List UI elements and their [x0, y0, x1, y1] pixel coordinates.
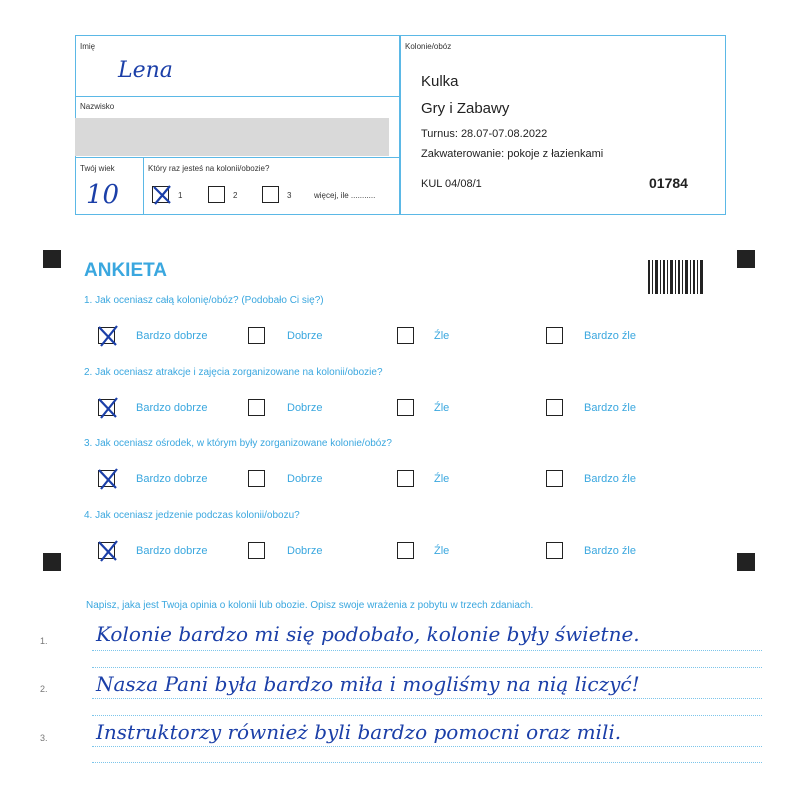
turnus: Turnus: 28.07-07.08.2022 [421, 128, 548, 140]
check-mark-icon [96, 324, 120, 348]
q1-label-good: Dobrze [287, 330, 323, 342]
q3-checkbox-very-good[interactable] [98, 470, 115, 487]
q3-label-very-good: Bardzo dobrze [136, 473, 208, 485]
q2-checkbox-very-good[interactable] [98, 399, 115, 416]
q2-label-bad: Źle [434, 402, 450, 414]
q3-label-good: Dobrze [287, 473, 323, 485]
visit-option-more: więcej, ile ........... [314, 191, 376, 200]
line-number-1: 1. [40, 636, 48, 646]
name-value: Lena [118, 58, 173, 83]
q4-checkbox-very-bad[interactable] [546, 542, 563, 559]
q2-label-very-bad: Bardzo źle [584, 402, 636, 414]
age-divider [143, 157, 144, 214]
surname-label: Nazwisko [80, 102, 115, 111]
visit-option-1: 1 [178, 191, 183, 200]
q4-label-very-bad: Bardzo źle [584, 545, 636, 557]
visit-option-3: 3 [287, 191, 292, 200]
q3-label-bad: Źle [434, 473, 450, 485]
q1-checkbox-good[interactable] [248, 327, 265, 344]
camp-code: KUL 04/08/1 [421, 178, 482, 190]
q4-label-bad: Źle [434, 545, 450, 557]
camp-label: Kolonie/obóz [405, 42, 452, 51]
q4-label-good: Dobrze [287, 545, 323, 557]
surname-redaction [75, 118, 389, 156]
q4-checkbox-very-good[interactable] [98, 542, 115, 559]
dotted-line-2b [92, 715, 762, 716]
row-divider-1 [75, 96, 400, 97]
question-3: 3. Jak oceniasz ośrodek, w którym były zorganizowane kolonie/obóz? [84, 438, 392, 449]
check-mark-icon [96, 396, 120, 420]
age-value: 10 [86, 180, 120, 210]
question-2: 2. Jak oceniasz atrakcje i zajęcia zorganizowane na kolonii/obozie? [84, 367, 383, 378]
form-number: 01784 [649, 175, 688, 191]
q1-label-very-good: Bardzo dobrze [136, 330, 208, 342]
question-1: 1. Jak oceniasz całą kolonię/obóz? (Podobało Ci się?) [84, 295, 324, 306]
check-mark-icon [96, 467, 120, 491]
q3-checkbox-very-bad[interactable] [546, 470, 563, 487]
q2-label-good: Dobrze [287, 402, 323, 414]
camp-name: Kulka [421, 73, 459, 90]
dotted-line-1a [92, 650, 762, 651]
q1-label-bad: Źle [434, 330, 450, 342]
q3-checkbox-bad[interactable] [397, 470, 414, 487]
q1-checkbox-very-bad[interactable] [546, 327, 563, 344]
survey-title: ANKIETA [84, 260, 168, 281]
corner-marker-bl [43, 553, 61, 571]
q2-label-very-good: Bardzo dobrze [136, 402, 208, 414]
dotted-line-2a [92, 698, 762, 699]
opinion-line-1[interactable]: Kolonie bardzo mi się podobało, kolonie były świetne. [96, 622, 640, 646]
visit-question: Który raz jesteś na kolonii/obozie? [148, 164, 270, 173]
corner-marker-br [737, 553, 755, 571]
q4-label-very-good: Bardzo dobrze [136, 545, 208, 557]
dotted-line-3a [92, 746, 762, 747]
q1-checkbox-very-good[interactable] [98, 327, 115, 344]
dotted-line-1b [92, 667, 762, 668]
row-divider-2 [75, 157, 400, 158]
check-mark-icon [96, 539, 120, 563]
visit-checkbox-2[interactable] [208, 186, 225, 203]
q2-checkbox-bad[interactable] [397, 399, 414, 416]
q3-label-very-bad: Bardzo źle [584, 473, 636, 485]
camp-theme: Gry i Zabawy [421, 100, 510, 117]
q3-checkbox-good[interactable] [248, 470, 265, 487]
visit-option-2: 2 [233, 191, 238, 200]
q1-checkbox-bad[interactable] [397, 327, 414, 344]
question-4: 4. Jak oceniasz jedzenie podczas kolonii/obozu? [84, 510, 300, 521]
q4-checkbox-bad[interactable] [397, 542, 414, 559]
q2-checkbox-good[interactable] [248, 399, 265, 416]
corner-marker-tl [43, 250, 61, 268]
barcode-icon [648, 260, 704, 294]
dotted-line-3b [92, 762, 762, 763]
opinion-prompt: Napisz, jaka jest Twoja opinia o kolonii lub obozie. Opisz swoje wrażenia z pobytu w trzech zdaniach. [86, 600, 534, 611]
opinion-line-3[interactable]: Instruktorzy również byli bardzo pomocni oraz mili. [96, 720, 622, 744]
accommodation: Zakwaterowanie: pokoje z łazienkami [421, 148, 604, 160]
age-label: Twój wiek [80, 164, 115, 173]
opinion-line-2[interactable]: Nasza Pani była bardzo miła i mogliśmy na nią liczyć! [96, 672, 640, 696]
name-label: Imię [80, 42, 96, 51]
line-number-3: 3. [40, 733, 48, 743]
corner-marker-tr [737, 250, 755, 268]
visit-checkbox-1[interactable] [152, 186, 169, 203]
check-mark-icon [150, 183, 174, 207]
q4-checkbox-good[interactable] [248, 542, 265, 559]
q1-label-very-bad: Bardzo źle [584, 330, 636, 342]
line-number-2: 2. [40, 684, 48, 694]
q2-checkbox-very-bad[interactable] [546, 399, 563, 416]
visit-checkbox-3[interactable] [262, 186, 279, 203]
